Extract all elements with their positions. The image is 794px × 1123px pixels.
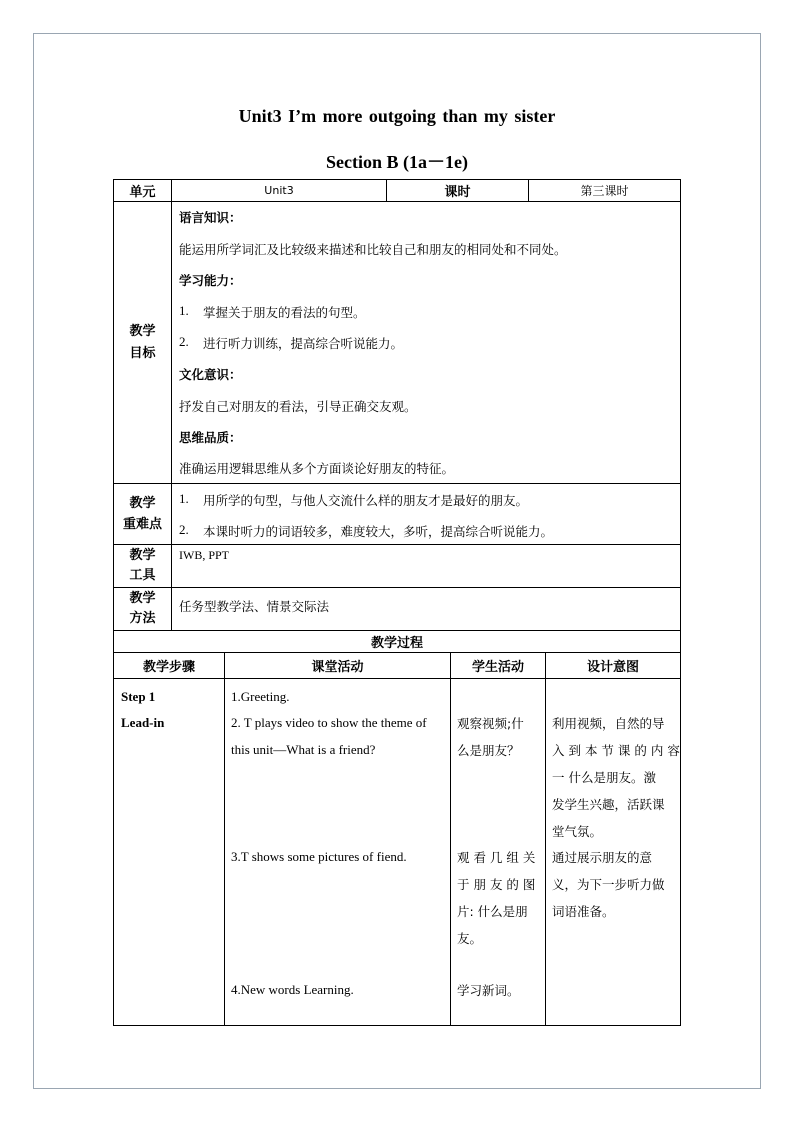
design-1-line3: 一 什么是朋友。激 — [552, 770, 656, 785]
col-design: 设计意图 — [586, 660, 639, 675]
activity-1: 1.Greeting. — [231, 689, 290, 704]
lang-text: 能运用所学词汇及比较级来描述和比较自己和朋友的相同处和不同处。 — [179, 242, 567, 257]
tools-label: 教学 工具 — [129, 548, 156, 583]
process-title: 教学过程 — [370, 636, 423, 651]
ability-num-2: 2. — [179, 334, 189, 349]
design-2-line2: 义，为下一步听力做 — [552, 877, 665, 892]
period-value: 第三课时 — [580, 184, 629, 198]
design-2-line1: 通过展示朋友的意 — [552, 850, 653, 865]
design-1-line5: 堂气氛。 — [552, 824, 603, 839]
student-2-line3: 片: 什么是朋 — [457, 904, 528, 919]
student-3: 学习新词。 — [457, 983, 520, 998]
design-1-line4: 发学生兴趣，活跃课 — [552, 797, 665, 812]
thinking-heading: 思维品质： — [179, 430, 242, 445]
lang-heading: 语言知识： — [179, 210, 242, 225]
col-class-activity: 课堂活动 — [311, 660, 364, 675]
design-2-line3: 词语准备。 — [552, 904, 615, 919]
key-points-label: 教学 重难点 — [122, 496, 162, 532]
period-label: 课时 — [444, 185, 471, 200]
page-title: Unit3 I’m more outgoing than my sister — [238, 106, 556, 126]
student-1-line1: 观察视频;什 — [457, 716, 524, 731]
ability-num-1: 1. — [179, 303, 189, 318]
unit-label: 单元 — [129, 185, 156, 200]
key-point-1: 用所学的句型，与他人交流什么样的朋友才是最好的朋友。 — [203, 493, 529, 508]
ability-heading: 学习能力： — [179, 273, 242, 288]
col-student-activity: 学生活动 — [471, 660, 524, 675]
methods-value: 任务型教学法、情景交际法 — [179, 599, 330, 614]
col-step: 教学步骤 — [142, 660, 195, 675]
unit-value: Unit3 — [264, 184, 294, 197]
ability-item-1: 掌握关于朋友的看法的句型。 — [203, 305, 366, 320]
page-subtitle: Section B (1a－1e) — [326, 152, 468, 172]
activity-3: 3.T shows some pictures of fiend. — [231, 849, 407, 864]
design-1-line2: 入 到 本 节 课 的 内 容 — [552, 743, 680, 758]
step-number: Step 1 — [121, 689, 156, 704]
key-point-num-2: 2. — [179, 522, 189, 537]
ability-item-2: 进行听力训练，提高综合听说能力。 — [203, 336, 404, 351]
student-1-line2: 么是朋友？ — [457, 743, 520, 758]
student-2-line2: 于 朋 友 的 图 — [457, 877, 536, 892]
tools-value: IWB, PPT — [179, 548, 230, 562]
activity-2-line1: 2. T plays video to show the theme of — [231, 715, 427, 730]
methods-label: 教学 方法 — [129, 591, 156, 626]
student-2-line4: 友。 — [457, 931, 483, 946]
culture-text: 抒发自己对朋友的看法，引导正确交友观。 — [179, 399, 417, 414]
student-2-line1: 观 看 几 组 关 — [457, 850, 536, 865]
key-point-2: 本课时听力的词语较多，难度较大，多听，提高综合听说能力。 — [203, 524, 554, 539]
design-1-line1: 利用视频，自然的导 — [552, 716, 665, 731]
activity-4: 4.New words Learning. — [231, 982, 354, 997]
thinking-text: 准确运用逻辑思维从多个方面谈论好朋友的特征。 — [179, 461, 455, 476]
key-point-num-1: 1. — [179, 491, 189, 506]
step-name: Lead-in — [121, 715, 165, 730]
activity-2-line2: this unit—What is a friend? — [231, 742, 376, 757]
objectives-label: 教学 目标 — [129, 323, 156, 361]
culture-heading: 文化意识： — [179, 367, 242, 382]
